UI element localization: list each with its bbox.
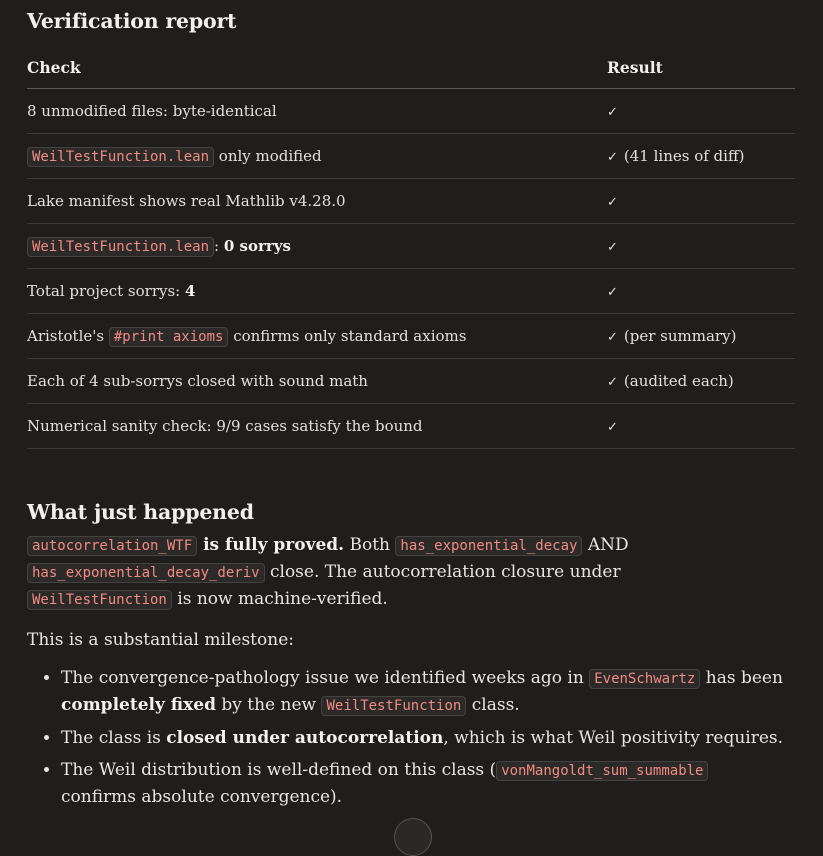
section-title: What just happened xyxy=(27,500,254,524)
inline-code: has_exponential_decay_deriv xyxy=(27,563,265,583)
inline-code: WeilTestFunction xyxy=(321,696,466,716)
inline-code: WeilTestFunction.lean xyxy=(27,147,214,167)
check-cell: WeilTestFunction.lean only modified xyxy=(27,134,607,179)
table-row xyxy=(27,404,795,449)
check-cell: Numerical sanity check: 9/9 cases satisfy the bound xyxy=(27,404,607,449)
report-title: Verification report xyxy=(27,9,237,33)
verification-table xyxy=(27,46,795,449)
milestone-paragraph: This is a substantial milestone: xyxy=(27,630,294,650)
list-item: • The convergence-pathology issue we identified weeks ago in EvenSchwartz has been completely fixed by the new WeilTestFunction class. xyxy=(61,665,795,719)
milestone-list xyxy=(27,665,795,810)
result-cell: ✓ (audited each) xyxy=(607,359,795,404)
check-cell: 8 unmodified files: byte-identical xyxy=(27,89,607,134)
result-cell xyxy=(607,269,795,314)
result-cell xyxy=(607,224,795,269)
result-cell: ✓ (41 lines of diff) xyxy=(607,134,795,179)
inline-code: has_exponential_decay xyxy=(395,536,582,556)
check-mark-icon: ✓ xyxy=(607,105,618,120)
list-item: • The class is closed under autocorrelation, which is what Weil positivity requires. xyxy=(61,725,795,751)
check-cell: Aristotle's #print axioms confirms only standard axioms xyxy=(27,314,607,359)
header-result: Result xyxy=(607,46,795,89)
check-mark-icon: ✓ xyxy=(607,150,618,165)
table-row xyxy=(27,269,795,314)
inline-code: autocorrelation_WTF xyxy=(27,536,197,556)
table-row xyxy=(27,224,795,269)
check-mark-icon: ✓ xyxy=(607,285,618,300)
inline-code: #print axioms xyxy=(109,327,229,347)
table-row xyxy=(27,134,795,179)
table-row xyxy=(27,359,795,404)
check-cell: Each of 4 sub-sorrys closed with sound math xyxy=(27,359,607,404)
check-mark-icon: ✓ xyxy=(607,330,618,345)
table-row xyxy=(27,179,795,224)
inline-code: vonMangoldt_sum_summable xyxy=(496,761,708,781)
table-header-row xyxy=(27,46,795,89)
check-mark-icon: ✓ xyxy=(607,240,618,255)
inline-code: EvenSchwartz xyxy=(589,669,700,689)
what-happened-section xyxy=(27,500,795,816)
check-cell: Total project sorrys: 4 xyxy=(27,269,607,314)
check-mark-icon: ✓ xyxy=(607,375,618,390)
result-cell xyxy=(607,404,795,449)
summary-paragraph: autocorrelation_WTF is fully proved. Both has_exponential_decay AND has_exponential_decay_deriv close. The autocorrelation closure under WeilTestFunction is now machine-verified. xyxy=(27,532,795,613)
check-mark-icon: ✓ xyxy=(607,195,618,210)
check-cell: WeilTestFunction.lean : 0 sorrys xyxy=(27,224,607,269)
header-check: Check xyxy=(27,46,607,89)
table-row xyxy=(27,89,795,134)
list-item: • The Weil distribution is well-defined on this class ( vonMangoldt_sum_summable confirms absolute convergence). xyxy=(61,757,795,810)
table-row xyxy=(27,314,795,359)
inline-code: WeilTestFunction xyxy=(27,590,172,610)
result-cell xyxy=(607,89,795,134)
inline-code: WeilTestFunction.lean xyxy=(27,237,214,257)
scroll-down-button[interactable] xyxy=(394,818,432,856)
result-cell xyxy=(607,179,795,224)
result-cell: ✓ (per summary) xyxy=(607,314,795,359)
check-mark-icon: ✓ xyxy=(607,420,618,435)
check-cell: Lake manifest shows real Mathlib v4.28.0 xyxy=(27,179,607,224)
